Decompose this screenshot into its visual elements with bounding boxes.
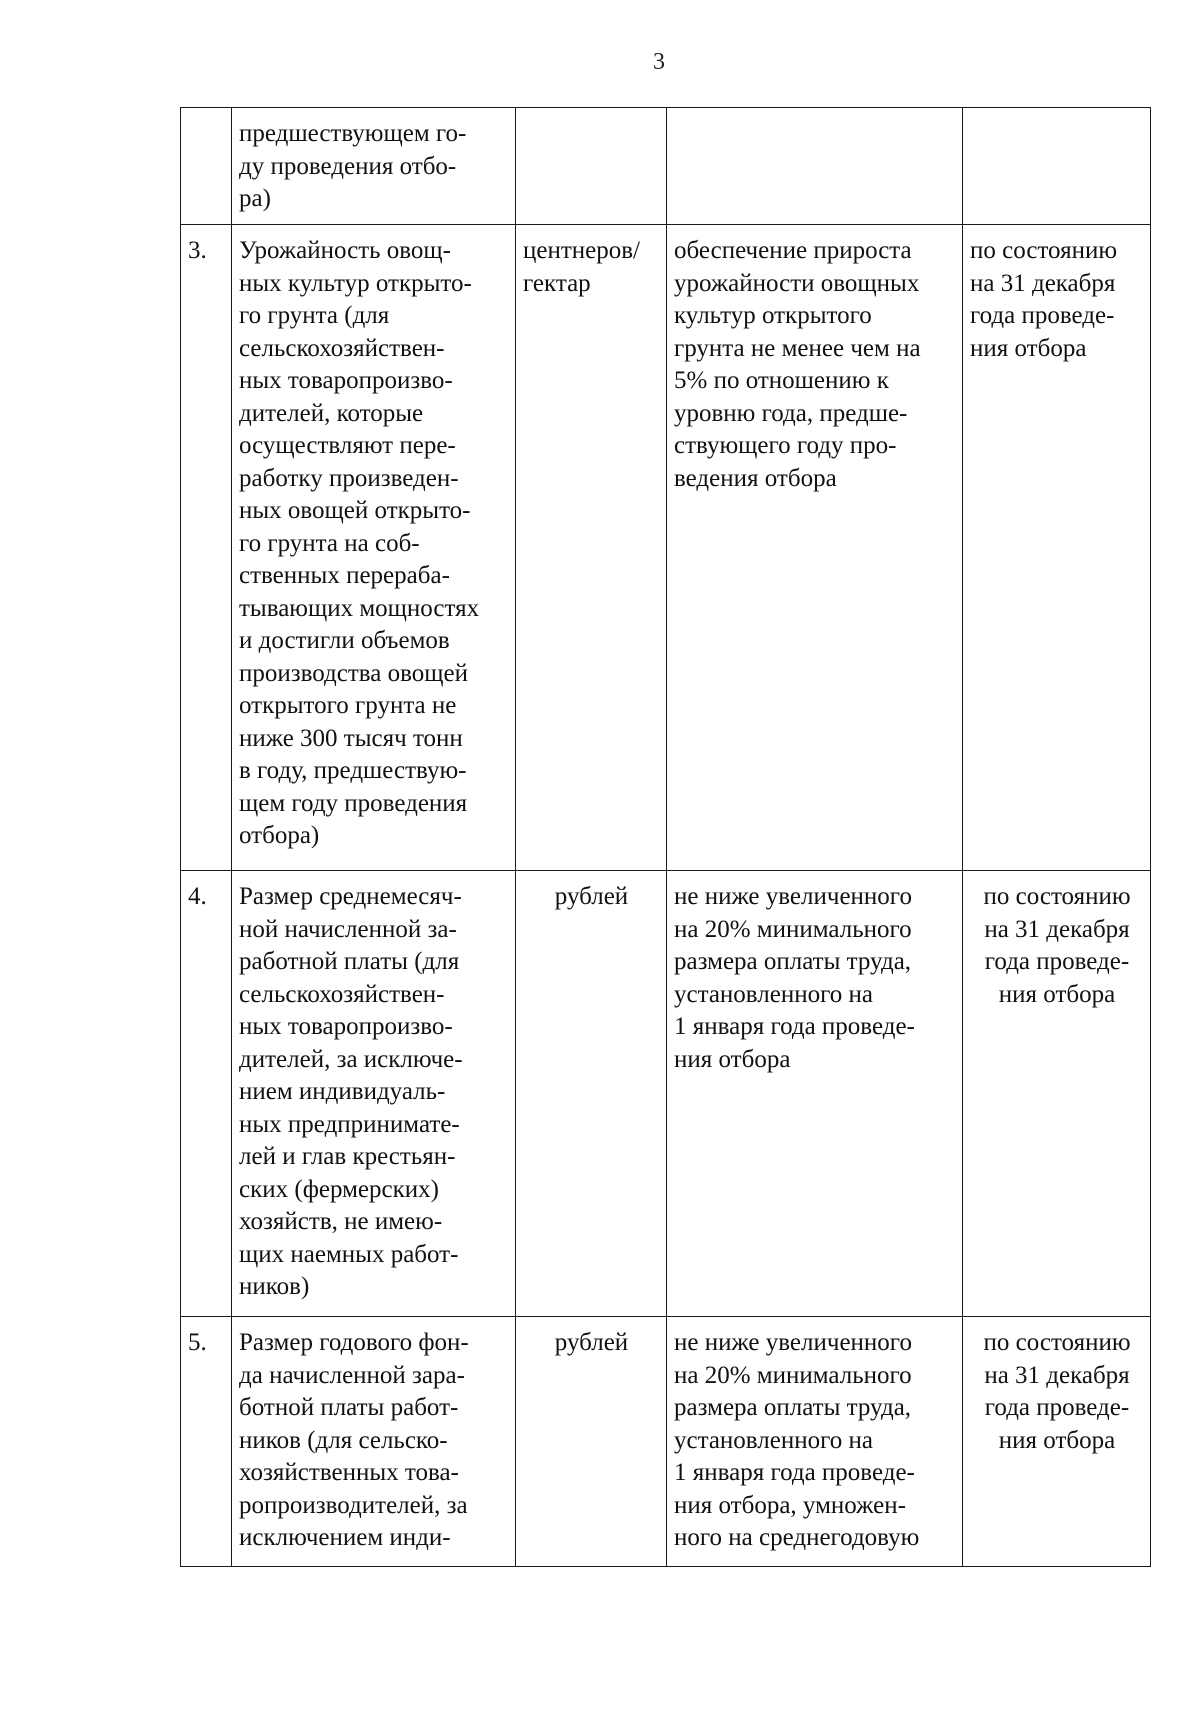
criteria-table (180, 107, 1151, 1567)
row-number-cell (181, 108, 232, 225)
date-cell (963, 108, 1151, 225)
indicator-name-cell: предшествующем го- ду проведения отбо- ра) (232, 108, 516, 225)
page-number: 3 (653, 49, 665, 75)
date-cell: по состоянию на 31 декабря года проведе- ния отбора (963, 871, 1151, 1317)
table-row-3 (181, 225, 1151, 871)
target-value-cell: не ниже увеличенного на 20% минимального размера оплаты труда, установленного на 1 января года проведе- ния отбора, умножен- ного на среднегодовую (667, 1317, 963, 1567)
row-number-cell: 4. (181, 871, 232, 1317)
table-row-5 (181, 1317, 1151, 1567)
indicator-name-cell: Размер годового фон- да начисленной зара- ботной платы работ- ников (для сельско- хозяйственных това- ропроизводителей, за исключением инди- (232, 1317, 516, 1567)
target-value-cell: обеспечение прироста урожайности овощных культур открытого грунта не менее чем на 5% по отношению к уровню года, предше- ствующего году про- ведения отбора (667, 225, 963, 871)
date-cell: по состоянию на 31 декабря года проведе- ния отбора (963, 225, 1151, 871)
unit-cell (516, 108, 667, 225)
date-cell: по состоянию на 31 декабря года проведе- ния отбора (963, 1317, 1151, 1567)
indicator-name-cell: Размер среднемесяч- ной начисленной за- работной платы (для сельскохозяйствен- ных товаропроизво- дителей, за исключе- нием индивидуаль- ных предпринимате- лей и глав крестьян- ских (фермерских) хозяйств, не имею- щих наемных работ- ников) (232, 871, 516, 1317)
row-number-cell: 5. (181, 1317, 232, 1567)
table-row-4 (181, 871, 1151, 1317)
row-number-cell: 3. (181, 225, 232, 871)
unit-cell: рублей (516, 871, 667, 1317)
target-value-cell (667, 108, 963, 225)
target-value-cell: не ниже увеличенного на 20% минимального размера оплаты труда, установленного на 1 января года проведе- ния отбора (667, 871, 963, 1317)
table-row-continuation (181, 108, 1151, 225)
indicator-name-cell: Урожайность овощ- ных культур открыто- го грунта (для сельскохозяйствен- ных товаропроизво- дителей, которые осуществляют пере- работку произведен- ных овощей открыто- го грунта на соб- ственных перераба- тывающих мощностях и достигли объемов производства овощей открытого грунта не ниже 300 тысяч тонн в году, предшествую- щем году проведения отбора) (232, 225, 516, 871)
unit-cell: рублей (516, 1317, 667, 1567)
unit-cell: центнеров/ гектар (516, 225, 667, 871)
